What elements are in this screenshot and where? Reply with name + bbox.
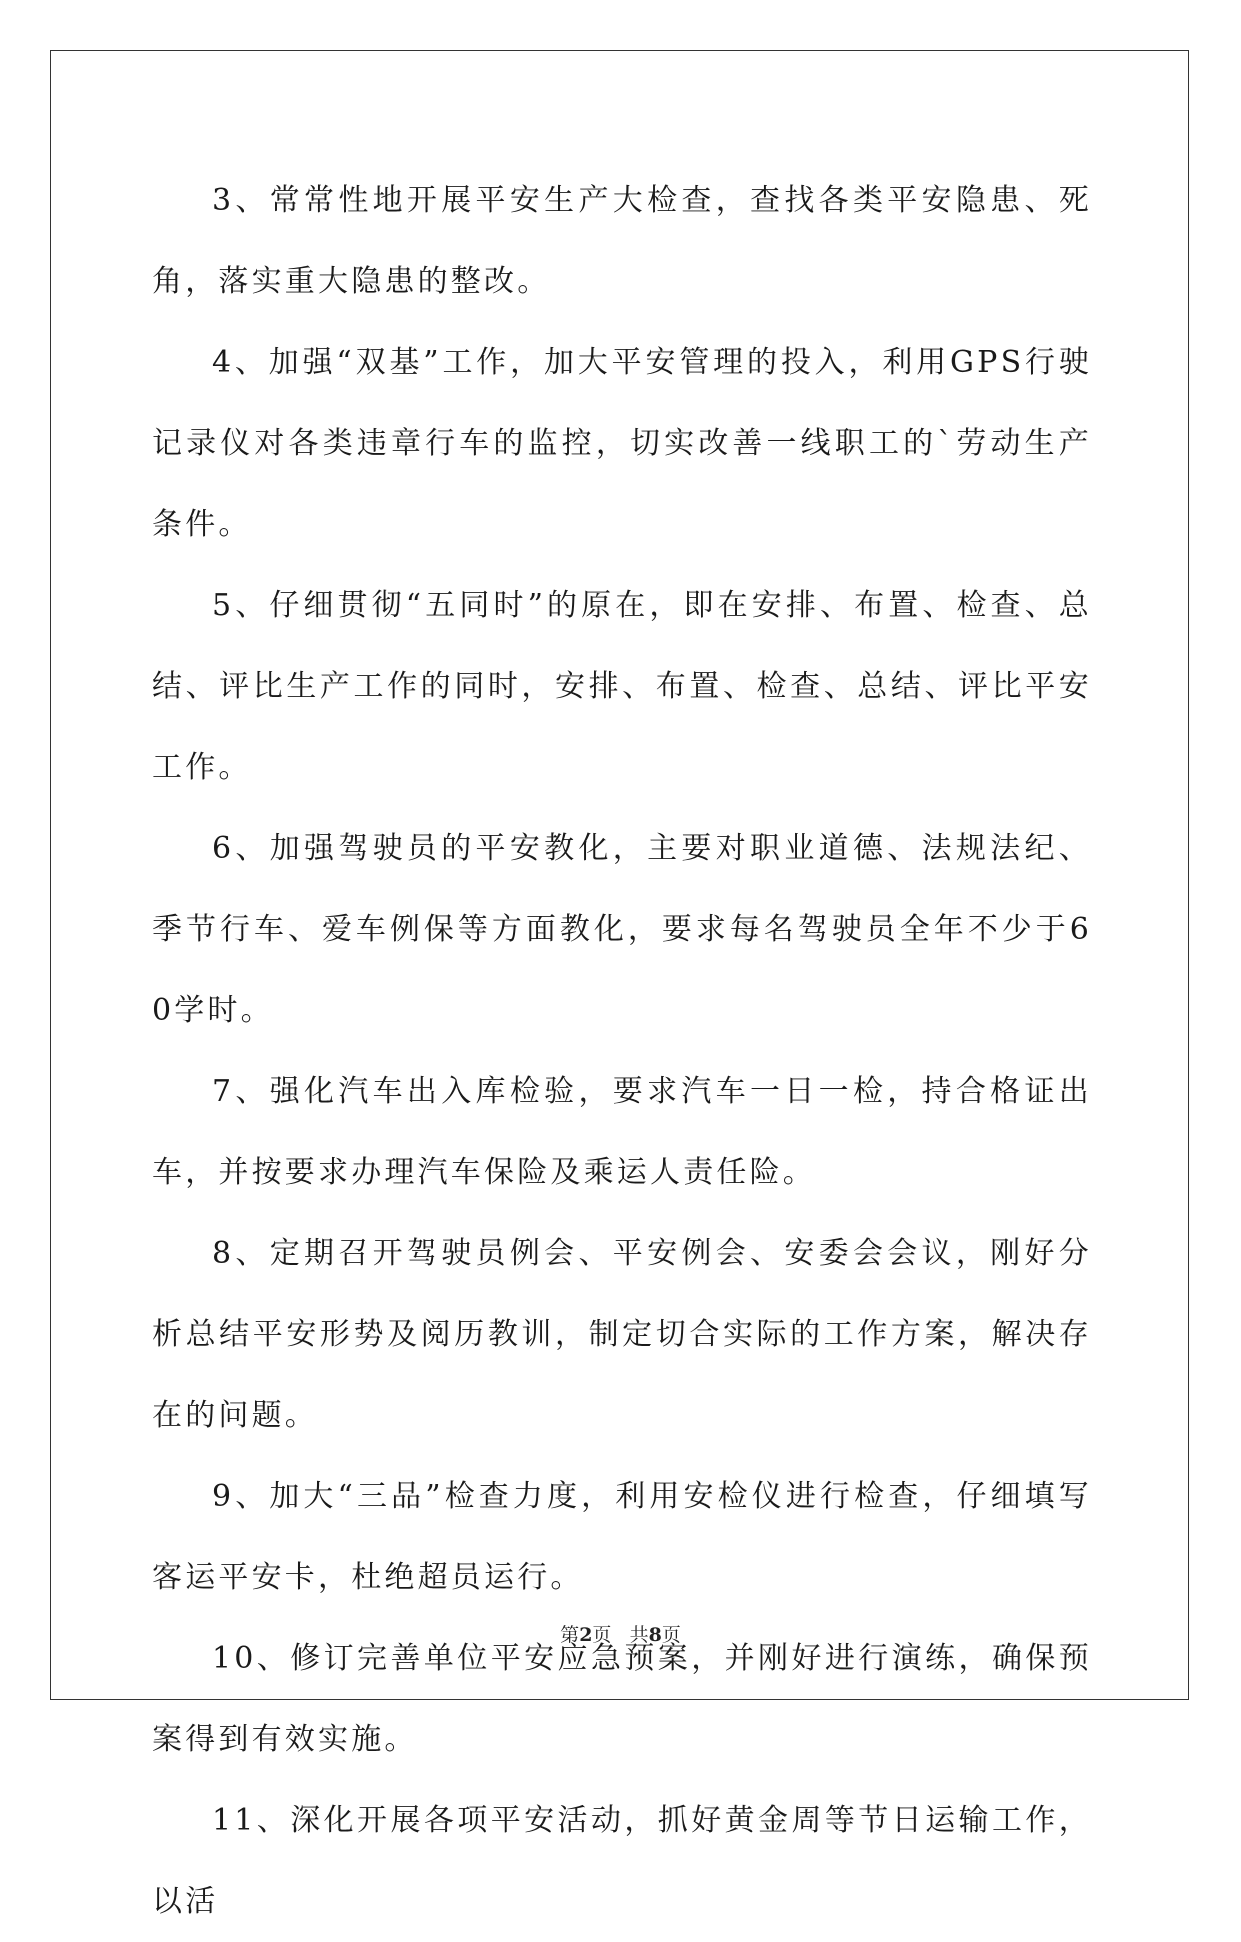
- paragraph-item-10: 10、修订完善单位平安应急预案，并刚好进行演练，确保预案得到有效实施。: [152, 1641, 1092, 1757]
- footer-total-suffix: 页: [661, 1624, 681, 1646]
- paragraph-item-5: 5、仔细贯彻“五同时”的原在，即在安排、布置、检查、总结、评比生产工作的同时，安排、布置、检查、总结、评比平安工作。: [152, 588, 1092, 785]
- current-page-number: 2: [579, 1624, 593, 1646]
- footer-prefix: 第: [560, 1624, 580, 1646]
- total-page-count: 8: [648, 1624, 662, 1646]
- paragraph-item-9: 9、加大“三品”检查力度，利用安检仪进行检查，仔细填写客运平安卡，杜绝超员运行。: [152, 1479, 1092, 1595]
- paragraph-item-7: 7、强化汽车出入库检验，要求汽车一日一检，持合格证出车，并按要求办理汽车保险及乘运人责任险。: [152, 1074, 1092, 1190]
- paragraph-item-8: 8、定期召开驾驶员例会、平安例会、安委会会议，刚好分析总结平安形势及阅历教训，制定切合实际的工作方案，解决存在的问题。: [152, 1236, 1092, 1433]
- paragraph-item-4: 4、加强“双基”工作，加大平安管理的投入，利用GPS行驶记录仪对各类违章行车的监控，切实改善一线职工的`劳动生产条件。: [152, 345, 1092, 542]
- document-body: [152, 160, 1092, 1942]
- paragraph-item-11: 11、深化开展各项平安活动，抓好黄金周等节日运输工作，以活: [152, 1803, 1092, 1919]
- page-footer: [0, 1620, 1241, 1647]
- paragraph-item-3: 3、常常性地开展平安生产大检查，查找各类平安隐患、死角，落实重大隐患的整改。: [152, 183, 1092, 299]
- paragraph-item-6: 6、加强驾驶员的平安教化，主要对职业道德、法规法纪、季节行车、爱车例保等方面教化，要求每名驾驶员全年不少于60学时。: [152, 831, 1092, 1028]
- footer-page-suffix: 页: [592, 1624, 612, 1646]
- footer-total-prefix: 共: [629, 1624, 649, 1646]
